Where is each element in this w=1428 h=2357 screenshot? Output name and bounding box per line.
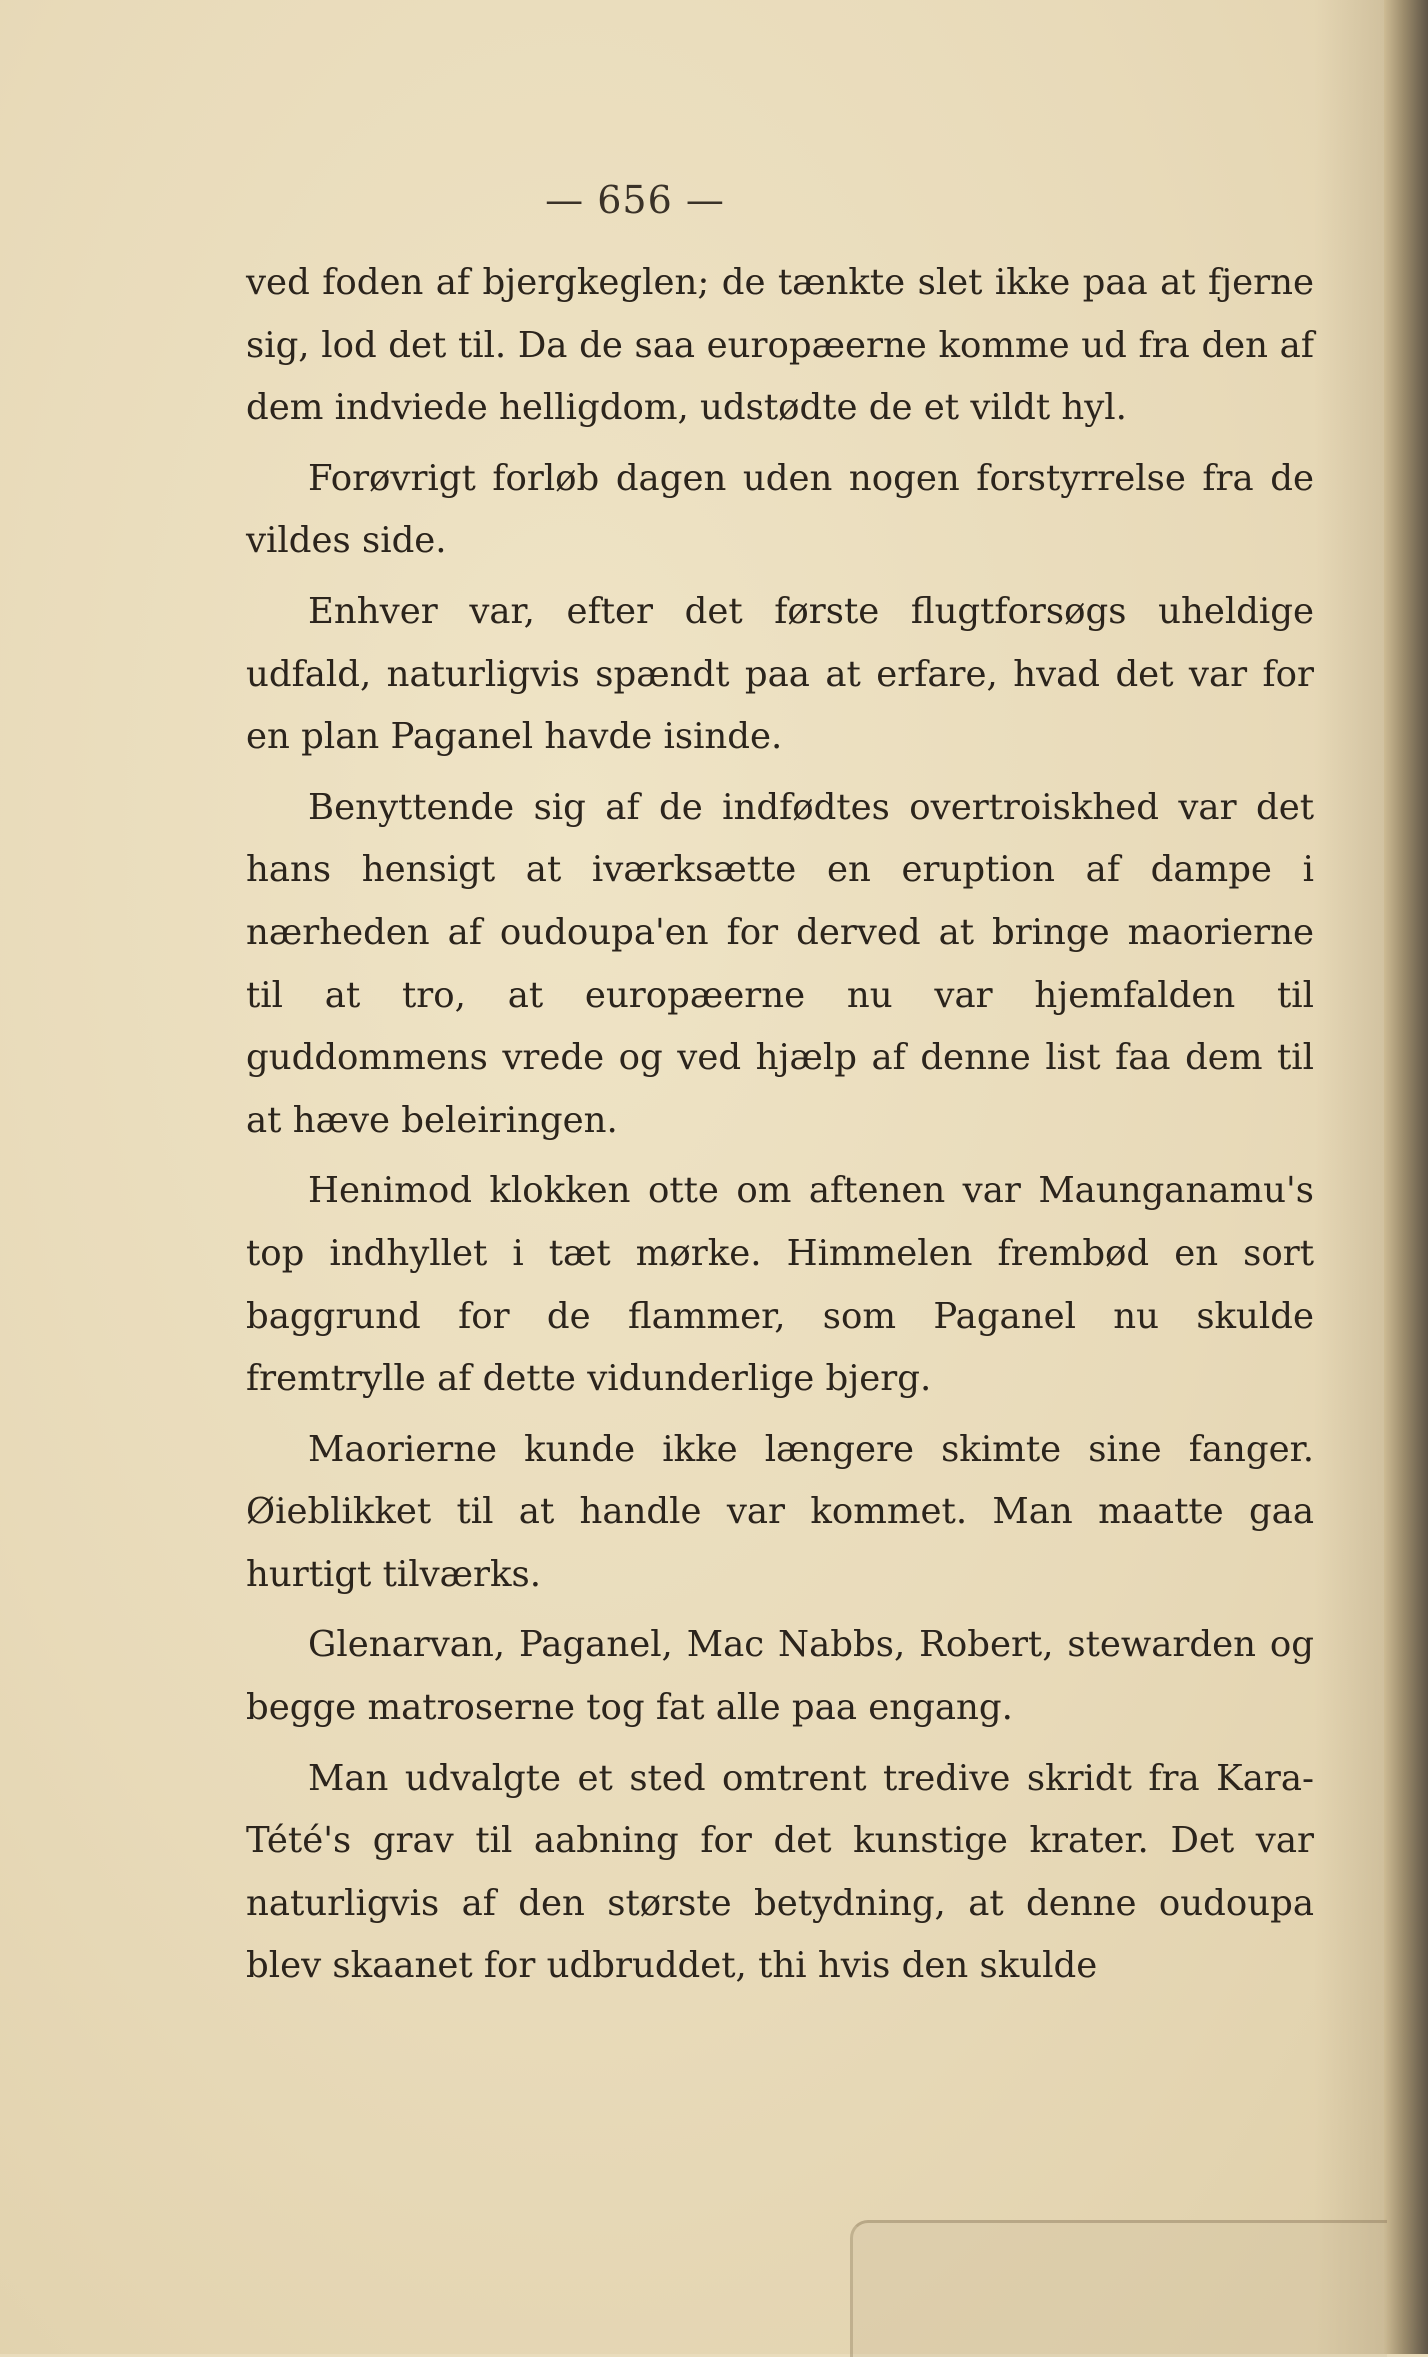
paragraph: Glenarvan, Paganel, Mac Nabbs, Robert, stewarden og begge matroserne tog fat alle paa engang.: [246, 1624, 1314, 1729]
paragraph: Maorierne kunde ikke længere skimte sine fanger. Øieblikket til at handle var kommet. Man maatte gaa hurtigt tilværks.: [246, 1428, 1314, 1595]
paragraph: Man udvalgte et sted omtrent tredive skridt fra Kara-Tété's grav til aabning for det kunstige krater. Det var naturligvis af den største betydning, at denne oudoupa blev skaanet for udbruddet, thi hvis den skulde: [246, 1757, 1314, 1987]
paragraph: Benyttende sig af de indfødtes overtroiskhed var det hans hensigt at iværksætte en eruption af dampe i nærheden af oudoupa'en for derved at bringe maorierne til at tro, at europæerne nu var hjemfalden til guddommens vrede og ved hjælp af denne list faa dem til at hæve beleiringen.: [246, 786, 1314, 1141]
paragraph: Enhver var, efter det første flugtforsøgs uheldige udfald, naturligvis spændt paa at erfare, hvad det var for en plan Paganel havde isinde.: [246, 590, 1314, 758]
spine-shadow: [1314, 0, 1384, 2354]
body-text: [246, 252, 1314, 2006]
paragraph: ved foden af bjergkeglen; de tænkte slet ikke paa at fjerne sig, lod det til. Da de saa europæerne komme ud fra den af dem indviede helligdom, udstødte de et vildt hyl.: [246, 262, 1314, 429]
page-edge: [850, 2220, 1387, 2357]
page-number: — 656 —: [545, 178, 725, 222]
paragraph: Forøvrigt forløb dagen uden nogen forstyrrelse fra de vildes side.: [246, 457, 1314, 562]
book-spine: [1384, 0, 1428, 2354]
paragraph: Henimod klokken otte om aftenen var Maunganamu's top indhyllet i tæt mørke. Himmelen frembød en sort baggrund for de flammer, som Paganel nu skulde fremtrylle af dette vidunderlige bjerg.: [246, 1170, 1314, 1400]
